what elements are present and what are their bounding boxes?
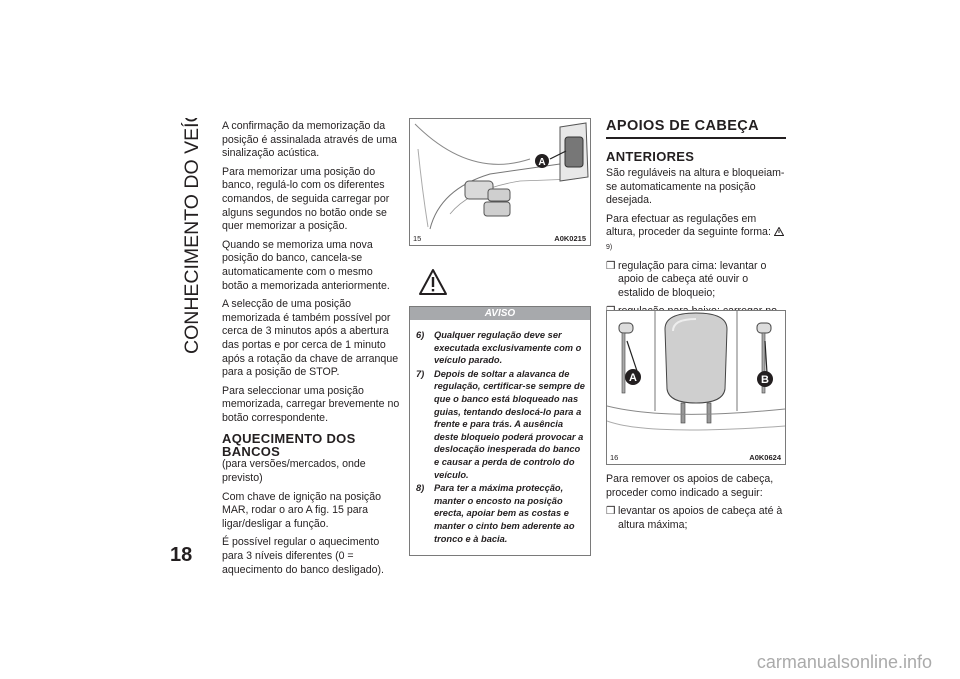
paragraph: Para seleccionar uma posição memorizada, carregar brevemente no botão correspondente. <box>222 384 400 424</box>
heading-front: ANTERIORES <box>606 148 695 164</box>
figure-16 <box>606 310 786 465</box>
figure-code: A0K0624 <box>749 453 781 462</box>
paragraph: A confirmação da memorização da posição é assinalada através de uma sinalização acústica. <box>222 120 397 160</box>
bullet-text: regulação para cima: levantar o apoio de cabeça até ouvir o estalido de bloqueio; <box>618 259 767 299</box>
warning-item-text: Para ter a máxima protecção, manter o encosto na posição erecta, apoiar bem as costas e manter o cinto bem aderente ao tronco e à bacia. <box>434 483 575 544</box>
side-title-svg <box>168 118 214 358</box>
side-title-text: CONHECIMENTO DO VEÍCULO <box>181 118 203 354</box>
warning-item-text: Depois de soltar a alavanca de regulação, certificar-se sempre de que o banco está bloqueado nas guias, tentando deslocá-lo para a frente e para trás. A ausência deste bloqueio poderá provocar a deslocação inesperada do banco e causar a perda de controlo do veículo. <box>434 368 585 480</box>
heading-head-restraints: APOIOS DE CABEÇA <box>606 118 760 134</box>
figure-label-a: A <box>629 372 637 384</box>
bullet-item <box>606 505 786 532</box>
warning-triangle-icon <box>418 268 448 296</box>
figure-15 <box>409 118 591 246</box>
bullet-box: ❒ <box>606 505 616 518</box>
heading-line: BANCOS <box>222 443 281 459</box>
paragraph: É possível regular o aquecimento para 3 níveis diferentes (0 = aquecimento do banco desligado). <box>222 536 384 576</box>
warning-item-text: Qualquer regulação deve ser executada exclusivamente com o veículo parado. <box>434 330 582 366</box>
warning-item <box>416 329 587 367</box>
warning-list <box>410 320 590 545</box>
warning-item-number: 7) <box>416 368 425 379</box>
seat-controls-illustration <box>410 119 590 231</box>
warning-title: AVISO <box>410 307 590 320</box>
paragraph-text: Para efectuar as regulações em altura, proceder da seguinte forma: <box>606 212 771 239</box>
warning-item <box>416 368 587 481</box>
figure-number: 15 <box>413 234 422 243</box>
figure-code: A0K0215 <box>554 234 586 243</box>
paragraph-note: (para versões/mercados, onde previsto) <box>222 458 366 485</box>
figure-label-b: B <box>761 374 769 386</box>
figure-number: 16 <box>610 453 619 462</box>
warning-ref-icon <box>774 226 784 238</box>
warning-item <box>416 482 587 545</box>
bullet-text: levantar os apoios de cabeça até à altura máxima; <box>618 505 783 531</box>
heading-line: AQUECIMENTO DOS <box>222 431 356 447</box>
bullet-box: ❒ <box>606 259 616 272</box>
paragraph: A selecção de uma posição memorizada é também possível por cerca de 3 minutos após a abertura das portas e por cerca de 1 minuto após a rotação da chave de arranque para a posição de STOP. <box>222 298 399 379</box>
figure-label-a: A <box>538 157 546 168</box>
paragraph: Para memorizar uma posição do banco, regulá-lo com os diferentes comandos, de seguida carregar por alguns segundos no botão onde se quer memorizar a posição. <box>222 165 390 233</box>
paragraph <box>606 213 786 255</box>
warning-item-number: 8) <box>416 483 425 494</box>
paragraph: Com chave de ignição na posição MAR, rodar o aro A fig. 15 para ligar/desligar a função. <box>222 490 382 530</box>
column-3-continued <box>606 473 786 537</box>
paragraph: Quando se memoriza uma nova posição do banco, cancela-se automaticamente com o mesmo botão a memorizada anteriormente. <box>222 238 390 292</box>
watermark-link[interactable]: carmanualsonline.info <box>756 652 932 672</box>
section-side-title <box>168 118 214 358</box>
heading-seat-heating <box>222 433 400 458</box>
paragraph: Para remover os apoios de cabeça, proceder como indicado a seguir: <box>606 473 774 499</box>
column-1 <box>222 120 400 582</box>
headrest-illustration <box>607 311 785 449</box>
warning-item-number: 6) <box>416 330 425 340</box>
bullet-item <box>606 260 786 301</box>
page-number: 18 <box>170 544 193 566</box>
warning-box <box>409 306 591 556</box>
heading-rule <box>606 120 786 139</box>
paragraph: São reguláveis na altura e bloqueiam-se automaticamente na posição desejada. <box>606 167 785 207</box>
warning-ref-number: 9) <box>606 244 613 252</box>
